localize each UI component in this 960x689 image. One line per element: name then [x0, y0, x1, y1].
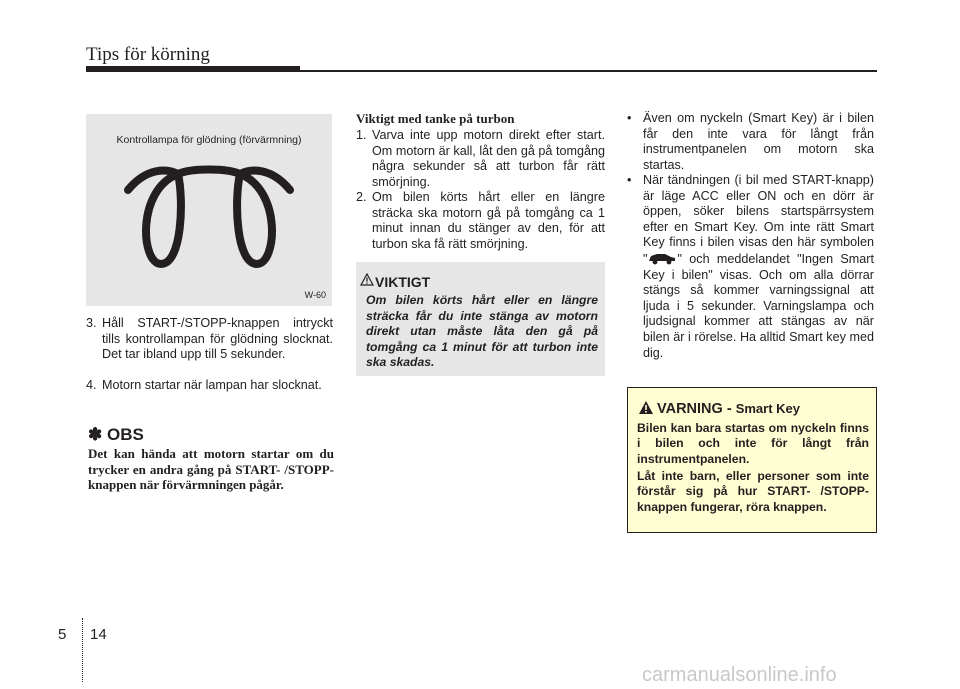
caution-triangle-icon [360, 273, 374, 286]
glow-plug-coil-icon [116, 160, 302, 280]
note-heading: ✽ OBS [88, 425, 144, 444]
warning-paragraph: Låt inte barn, eller personer som inte förstår sig på hur START- /STOPP-knappen fungerar, röra knappen. [637, 469, 869, 514]
list-item [86, 378, 333, 394]
page-header-title: Tips för körning [86, 44, 210, 65]
list-item [627, 111, 874, 173]
caution-text: Om bilen körts hårt eller en längre sträcka får du inte stänga av motorn direkt utan måste låta den gå på tomgång ca 1 minut för att turbon inte ska skadas. [366, 293, 598, 369]
step-number: 1. [356, 128, 367, 142]
list-item [356, 128, 605, 190]
warning-heading [657, 401, 800, 417]
header-rule-thick [86, 66, 300, 72]
bullet-text-before-symbol: När tändningen (i bil med START-knapp) är läge ACC eller ON och en dörr är öppen, söker bilens startspärrsystem efter en Smart Key. Om inte rätt Smart Key finns i bilen visas den här symbolen " [643, 173, 874, 266]
note-text: Det kan hända att motorn startar om du trycker en andra gång på START- /STOPP-knappen när förvärmningen pågår. [88, 446, 334, 492]
bullet-text-after-symbol: " och meddelandet "Ingen Smart Key i bilen" visas. Och om alla dörrar stängs så kommer varningssignal att ljuda i 5 sekunder. Varningslampa och ljudsignal kommer att stängas av när bilen är i rörelse. Ha alltid Smart key med dig. [643, 251, 874, 360]
warning-box [627, 387, 877, 533]
warning-paragraph: Bilen kan bara startas om nyckeln finns i bilen och inte för långt från instrumentpanelen. [637, 421, 869, 466]
bullet-mark: • [627, 111, 632, 125]
turbo-section-title: Viktigt med tanke på turbon [356, 111, 515, 126]
step-number: 2. [356, 190, 367, 204]
watermark: carmanualsonline.info [642, 664, 837, 686]
list-item [627, 173, 874, 361]
warning-subheading: Smart Key [735, 401, 800, 416]
list-item [356, 190, 605, 252]
page-number: 14 [90, 626, 107, 643]
header-rule-thin [300, 70, 877, 72]
warning-heading-label: VARNING - [657, 401, 732, 417]
step-number: 3. [86, 316, 97, 330]
step-text: Varva inte upp motorn direkt efter start. Om motorn är kall, låt den gå på tomgång några sekunder så att turbon får rätt smörjning. [372, 128, 605, 189]
page-number-divider [82, 618, 83, 682]
step-text: Om bilen körts hårt eller en längre sträcka ska motorn gå på tomgång ca 1 minut innan du stänger av den, för att turbon ska få rätt smörjning. [372, 190, 605, 251]
warning-triangle-icon [638, 400, 654, 415]
glow-indicator-figure [86, 114, 332, 306]
step-text: Motorn startar när lampan har slocknat. [102, 378, 322, 392]
caution-box [356, 262, 605, 376]
bullet-mark: • [627, 173, 632, 187]
bullet-text: Även om nyckeln (Smart Key) är i bilen får den inte vara för långt från instrumentpanelen om motorn ska startas. [643, 111, 874, 172]
figure-code: W-60 [304, 290, 326, 300]
caution-heading: VIKTIGT [375, 274, 431, 290]
step-number: 4. [86, 378, 97, 392]
bullet-text-with-symbol [643, 173, 874, 361]
car-key-symbol-icon [647, 251, 677, 265]
figure-caption: Kontrollampa för glödning (förvärmning) [116, 134, 302, 146]
list-item [86, 316, 333, 363]
step-text: Håll START-/STOPP-knappen intryckt tills kontrollampan för glödning slocknat. Det tar ibland upp till 5 sekunder. [102, 316, 333, 362]
section-number: 5 [58, 626, 67, 643]
